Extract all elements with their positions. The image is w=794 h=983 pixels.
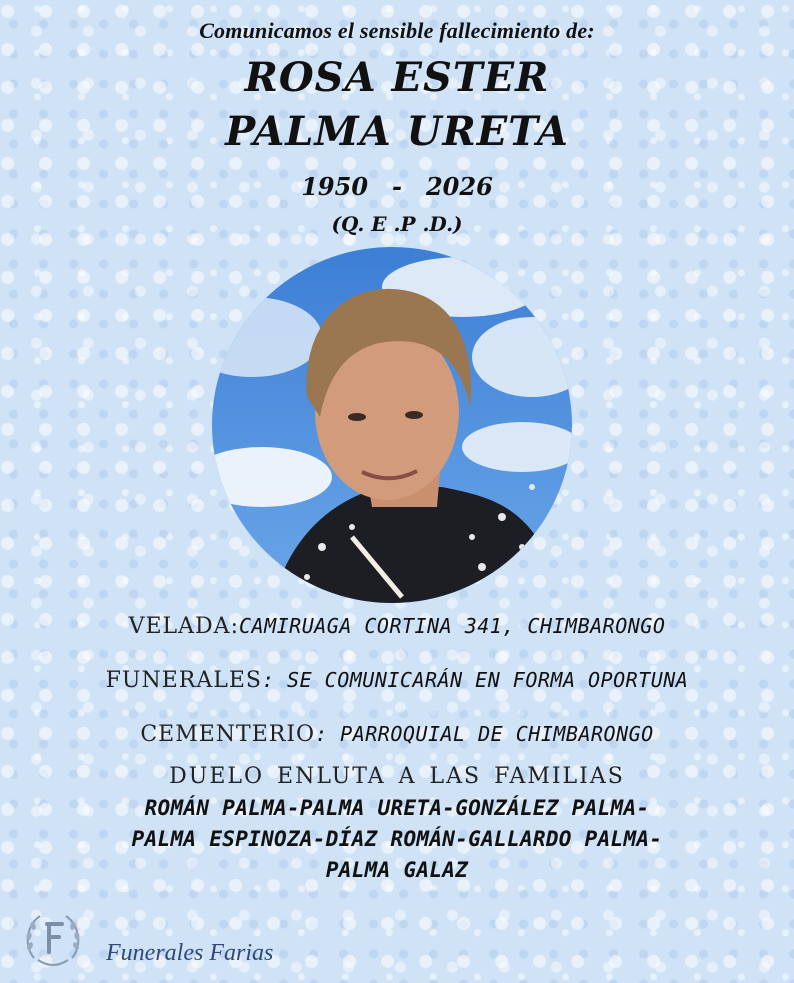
cementerio-label: CEMENTERIO [140,722,316,747]
duelo-heading: DUELO ENLUTA A LAS FAMILIAS [169,764,625,789]
funerales-line [0,668,794,693]
cementerio-line [0,722,794,747]
family-line: ROMÁN PALMA-PALMA URETA-GONZÁLEZ PALMA- [144,796,650,820]
velada-line [0,614,794,639]
funerales-label: FUNERALES [105,668,262,693]
years-separator: - [392,172,402,201]
velada-label: VELADA: [128,614,239,639]
laurel-f-monogram-logo [20,906,86,972]
intro-text: Comunicamos el sensible fallecimiento de: [199,18,595,43]
funerales-value: : SE COMUNICARÁN EN FORMA OPORTUNA [261,668,689,692]
deceased-name-last: PALMA URETA [225,108,569,155]
life-years [0,172,794,201]
birth-year: 1950 [301,172,369,201]
portrait-photo [212,247,572,603]
brand-name: Funerales Farias [106,940,274,966]
deceased-name-first: ROSA ESTER [244,54,550,101]
qepd-text: (Q. E .P .D.) [331,212,463,236]
family-line: PALMA ESPINOZA-DÍAZ ROMÁN-GALLARDO PALMA- [131,827,663,851]
death-year: 2026 [425,172,493,201]
velada-value: CAMIRUAGA CORTINA 341, CHIMBARONGO [238,614,666,638]
family-line: PALMA GALAZ [325,858,469,882]
cementerio-value: : PARROQUIAL DE CHIMBARONGO [315,722,654,746]
